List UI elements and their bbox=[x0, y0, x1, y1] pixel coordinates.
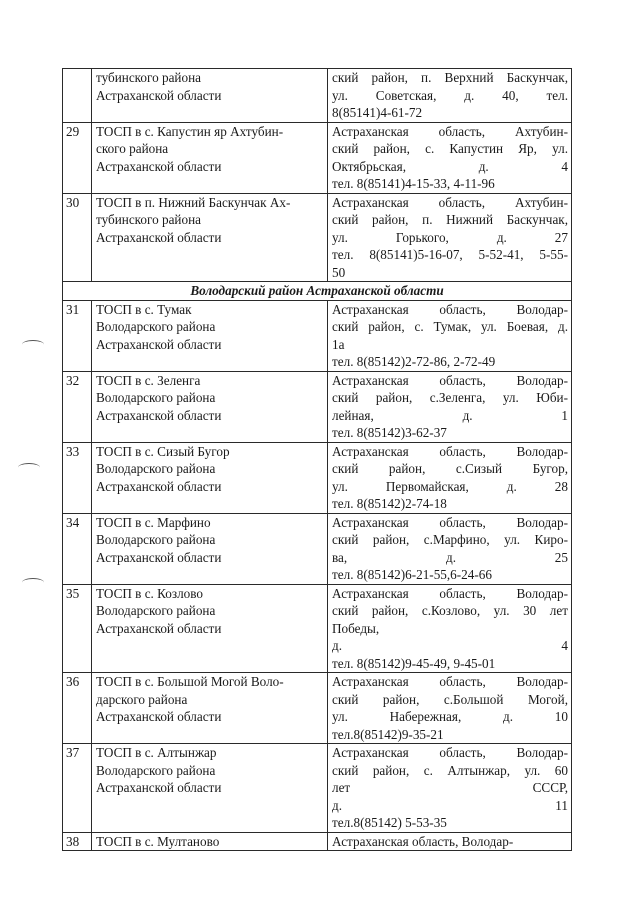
row-number: 37 bbox=[63, 744, 92, 833]
address-line: д. 11 bbox=[332, 797, 568, 813]
address-line: тел. 8(85142)2-74-18 bbox=[332, 496, 447, 511]
organization-line: Астраханской области bbox=[96, 709, 222, 724]
punch-hole-mark bbox=[22, 578, 44, 587]
organization-line: ТОСП в с. Тумак bbox=[96, 301, 192, 317]
address-line: Астраханская область, Ахтубин- bbox=[332, 194, 568, 210]
organization-name bbox=[92, 673, 328, 744]
table-row bbox=[63, 673, 572, 744]
organization-line: ТОСП в с. Марфино bbox=[96, 514, 211, 530]
table-row bbox=[63, 371, 572, 442]
address-line: ский район, с.Большой Могой, bbox=[332, 691, 568, 707]
organization-name bbox=[92, 371, 328, 442]
organization-line: Астраханской области bbox=[96, 620, 222, 636]
row-number: 32 bbox=[63, 371, 92, 442]
organization-line: ТОСП в с. Зеленга bbox=[96, 372, 201, 388]
table-row bbox=[63, 69, 572, 123]
organization-line: Володарского района bbox=[96, 461, 216, 476]
organization-line: ТОСП в с. Мултаново bbox=[96, 833, 220, 849]
address-line: Астраханская область, Володар- bbox=[332, 372, 568, 388]
table-row bbox=[63, 122, 572, 193]
address-line: Астраханская область, Володар- bbox=[332, 833, 514, 849]
organization-line: Астраханской области bbox=[96, 478, 222, 494]
organization-address bbox=[328, 673, 572, 744]
organization-address bbox=[328, 832, 572, 851]
organization-line: ского района bbox=[96, 141, 169, 156]
row-number: 31 bbox=[63, 300, 92, 371]
address-line: тел. 8(85142)6-21-55,6-24-66 bbox=[332, 567, 492, 582]
organization-address bbox=[328, 371, 572, 442]
address-line: ский район, п. Верхний Баскунчак, bbox=[332, 70, 568, 85]
organization-line: Володарского района bbox=[96, 390, 216, 405]
address-line: ский район, с.Зеленга, ул. Юби- bbox=[332, 390, 568, 405]
address-line: тел.8(85142) 5-53-35 bbox=[332, 815, 447, 830]
organization-name bbox=[92, 122, 328, 193]
table-row bbox=[63, 513, 572, 584]
punch-hole-mark bbox=[22, 340, 44, 349]
organization-line: Астраханской области bbox=[96, 158, 222, 174]
row-number: 36 bbox=[63, 673, 92, 744]
address-line: ский район, с.Сизый Бугор, bbox=[332, 461, 568, 476]
address-line: Победы, bbox=[332, 620, 380, 636]
organization-line: ТОСП в с. Большой Могой Воло- bbox=[96, 674, 284, 689]
address-line: ский район, с. Алтынжар, ул. 60 bbox=[332, 762, 568, 778]
row-number: 38 bbox=[63, 832, 92, 851]
organization-line: Астраханской области bbox=[96, 549, 222, 565]
organization-line: ТОСП в с. Сизый Бугор bbox=[96, 443, 230, 459]
organization-address bbox=[328, 69, 572, 123]
row-number: 35 bbox=[63, 584, 92, 673]
section-header-row bbox=[63, 282, 572, 301]
address-line: ул. Советская, д. 40, тел. bbox=[332, 87, 568, 103]
organization-line: ТОСП в с. Капустин яр Ахтубин- bbox=[96, 123, 284, 139]
address-line: ский район, п. Нижний Баскунчак, bbox=[332, 212, 568, 227]
organization-name bbox=[92, 832, 328, 851]
organization-address bbox=[328, 584, 572, 673]
organization-line: Астраханской области bbox=[96, 229, 222, 245]
table-row bbox=[63, 584, 572, 673]
organization-name bbox=[92, 584, 328, 673]
organization-address bbox=[328, 193, 572, 282]
row-number: 30 bbox=[63, 193, 92, 282]
organization-name bbox=[92, 744, 328, 833]
address-line: тел.8(85142)9-35-21 bbox=[332, 726, 444, 742]
address-line: ва, д. 25 bbox=[332, 549, 568, 565]
organization-line: Володарского района bbox=[96, 762, 216, 778]
address-line: 1а bbox=[332, 336, 345, 352]
address-line: лет СССР, bbox=[332, 780, 568, 795]
organization-name bbox=[92, 513, 328, 584]
address-line: Астраханская область, Володар- bbox=[332, 674, 568, 689]
organization-name bbox=[92, 69, 328, 123]
table-row bbox=[63, 744, 572, 833]
address-line: лейная, д. 1 bbox=[332, 407, 568, 423]
organization-address bbox=[328, 442, 572, 513]
address-line: ский район, с.Марфино, ул. Киро- bbox=[332, 532, 568, 547]
address-line: Астраханская область, Володар- bbox=[332, 745, 568, 760]
organization-name bbox=[92, 300, 328, 371]
punch-hole-mark bbox=[18, 463, 40, 472]
organization-line: тубинского района bbox=[96, 212, 201, 227]
row-number: 29 bbox=[63, 122, 92, 193]
organization-address bbox=[328, 300, 572, 371]
organization-address bbox=[328, 744, 572, 833]
address-line: ский район, с. Тумак, ул. Боевая, д. bbox=[332, 319, 568, 334]
table-row bbox=[63, 832, 572, 851]
table-row bbox=[63, 300, 572, 371]
organization-line: ТОСП в п. Нижний Баскунчак Ах- bbox=[96, 194, 291, 210]
organization-line: Астраханской области bbox=[96, 780, 222, 795]
organization-address bbox=[328, 513, 572, 584]
organization-line: ТОСП в с. Козлово bbox=[96, 585, 203, 601]
address-line: тел. 8(85141)4-15-33, 4-11-96 bbox=[332, 176, 495, 191]
address-line: ский район, с. Капустин Яр, ул. bbox=[332, 141, 568, 156]
address-line: 50 bbox=[332, 264, 346, 280]
address-line: Астраханская область, Володар- bbox=[332, 443, 568, 459]
row-number: 33 bbox=[63, 442, 92, 513]
address-line: д. 4 bbox=[332, 638, 568, 653]
row-number: 34 bbox=[63, 513, 92, 584]
organization-line: Володарского района bbox=[96, 319, 216, 334]
address-line: тел. 8(85142)2-72-86, 2-72-49 bbox=[332, 354, 496, 369]
table-row bbox=[63, 193, 572, 282]
address-line: ул. Первомайская, д. 28 bbox=[332, 478, 568, 494]
address-line: Астраханская область, Володар- bbox=[332, 514, 568, 530]
organization-name bbox=[92, 442, 328, 513]
organization-line: Астраханской области bbox=[96, 336, 222, 352]
organization-line: дарского района bbox=[96, 691, 188, 707]
organization-line: ТОСП в с. Алтынжар bbox=[96, 745, 217, 760]
section-title: Володарский район Астраханской области bbox=[63, 282, 572, 301]
address-line: ский район, с.Козлово, ул. 30 лет bbox=[332, 603, 568, 618]
address-line: тел. 8(85142)3-62-37 bbox=[332, 425, 447, 440]
organization-line: Володарского района bbox=[96, 532, 216, 547]
address-line: Астраханская область, Володар- bbox=[332, 301, 568, 317]
organization-line: Астраханской области bbox=[96, 87, 222, 103]
address-line: Астраханская область, Володар- bbox=[332, 585, 568, 601]
address-line: 8(85141)4-61-72 bbox=[332, 105, 423, 120]
address-line: ул. Набережная, д. 10 bbox=[332, 709, 568, 724]
address-line: Астраханская область, Ахтубин- bbox=[332, 123, 568, 139]
address-line: ул. Горького, д. 27 bbox=[332, 229, 568, 245]
organization-line: Астраханской области bbox=[96, 407, 222, 423]
organization-name bbox=[92, 193, 328, 282]
address-line: Октябрьская, д. 4 bbox=[332, 158, 568, 174]
row-number bbox=[63, 69, 92, 123]
organization-line: Володарского района bbox=[96, 603, 216, 618]
table-row bbox=[63, 442, 572, 513]
organization-address bbox=[328, 122, 572, 193]
organizations-table bbox=[62, 68, 572, 851]
address-line: тел. 8(85141)5-16-07, 5-52-41, 5-55- bbox=[332, 247, 568, 262]
organization-line: тубинского района bbox=[96, 70, 201, 85]
address-line: тел. 8(85142)9-45-49, 9-45-01 bbox=[332, 655, 496, 671]
